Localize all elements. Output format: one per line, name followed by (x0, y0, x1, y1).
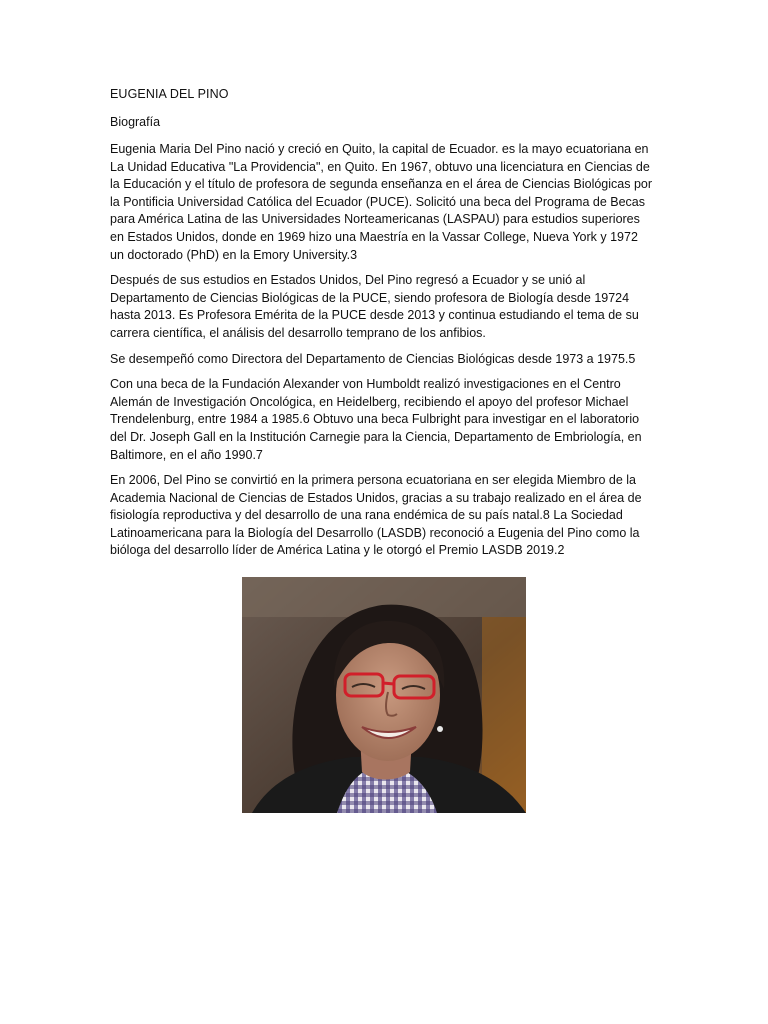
document-title: EUGENIA DEL PINO (110, 87, 229, 101)
portrait-illustration (242, 577, 526, 813)
document-body (110, 86, 655, 568)
portrait-photo (242, 577, 526, 813)
paragraph: Con una beca de la Fundación Alexander von Humboldt realizó investigaciones en el Centro Alemán de Investigación Oncológica, en Heidelberg, recibiendo el apoyo del profesor Michael Trendelenburg, entre 1984 a 1985.6 Obtuvo una beca Fulbright para investigar en el laboratorio del Dr. Joseph Gall en la Institución Carnegie para la Ciencia, Departamento de Embriología, en Baltimore, en el año 1990.7 (110, 377, 642, 462)
paragraph: Después de sus estudios en Estados Unidos, Del Pino regresó a Ecuador y se unió al Departamento de Ciencias Biológicas de la PUCE, siendo profesora de Biología desde 19724 hasta 2013. Es Profesora Emérita de la PUCE desde 2013 y continua estudiando el tema de su carrera científica, el análisis del desarrollo temprano de los anfibios. (110, 273, 639, 340)
paragraph: Se desempeñó como Directora del Departamento de Ciencias Biológicas desde 1973 a 1975.5 (110, 351, 636, 366)
section-heading: Biografía (110, 114, 161, 129)
paragraph: Eugenia Maria Del Pino nació y creció en Quito, la capital de Ecuador. es la mayo ecuatoriana en La Unidad Educativa "La Providencia", en Quito. En 1967, obtuvo una licenciatura en Ciencias de la Educación y el título de profesora de segunda enseñanza en el área de Ciencias Biológicas por la Pontificia Universidad Católica del Ecuador (PUCE). Solicitó una beca del Programa de Becas para América Latina de las Universidades Norteamericanas (LASPAU) para estudios superiores en Estados Unidos, donde en 1969 hizo una Maestría en la Vassar College, Nueva York y 1972 un doctorado (PhD) en la Emory University.3 (110, 142, 653, 262)
paragraph: En 2006, Del Pino se convirtió en la primera persona ecuatoriana en ser elegida Miembro de la Academia Nacional de Ciencias de Estados Unidos, gracias a su trabajo realizado en el área de fisiología reproductiva y del desarrollo de una rana endémica de su país natal.8 La Sociedad Latinoamericana para la Biología del Desarrollo (LASDB) reconoció a Eugenia del Pino como la bióloga del desarrollo líder de América Latina y le otorgó el Premio LASDB 2019.2 (110, 473, 642, 558)
